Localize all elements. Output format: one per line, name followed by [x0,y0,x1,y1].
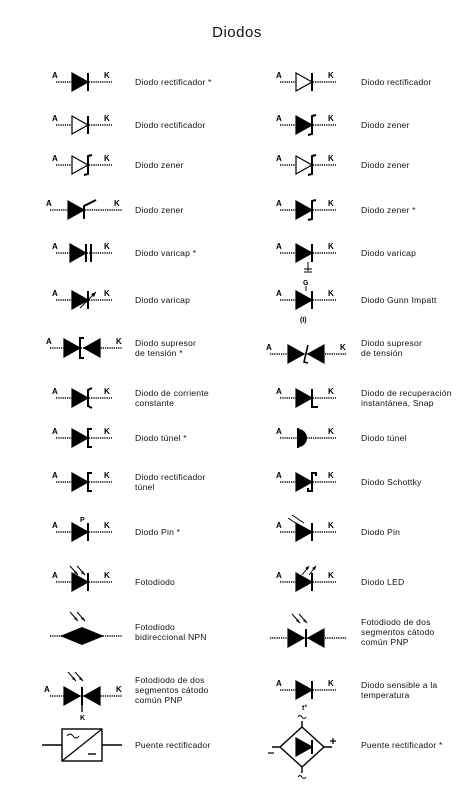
diode-label-line: Diodo supresor [361,338,423,348]
diode-symbol-shape [276,114,336,135]
cathode-label: K [104,521,110,530]
diode-label-line: segmentos cátodo [135,685,209,695]
cathode-label: K [328,114,334,123]
cathode-label: K [104,571,110,580]
cathode-label: K [116,685,122,694]
diode-symbol-shape [276,515,336,541]
diode-label-line: Puente rectificador [135,740,211,750]
anode-label: A [266,343,272,352]
diode-label-line: Diodo varicap [135,295,191,305]
diode-symbol-shape [276,427,336,448]
anode-label: A [52,521,58,530]
cathode-label: K [328,679,334,688]
temp-label: t° [302,705,308,712]
diode-symbol-shape [276,566,336,591]
anode-label: A [46,337,52,346]
cathode-label: K [328,471,334,480]
diode-label-line: Diodo sensible a la [361,680,438,690]
diode-label [361,77,471,87]
cathode-label: K [104,154,110,163]
diode-label-line: Diodo zener * [361,205,416,215]
anode-label: A [52,289,58,298]
diode-label [361,477,471,487]
diode-label [361,205,471,215]
diode-label-line: Diodo túnel * [135,433,187,443]
diode-label-line: Diodo zener [135,160,184,170]
cathode-label: K [104,387,110,396]
diode-entry [0,725,474,765]
diode-entry [0,562,474,602]
diode-label-line: Diodo Schottky [361,477,422,487]
diode-symbol-shape [276,199,336,220]
cathode-label: K [328,521,334,530]
cathode-label: K [114,199,120,208]
diode-label [361,527,471,537]
diode-symbol [266,670,356,710]
anode-label: A [52,114,58,123]
anode-label: A [276,427,282,436]
anode-label: A [276,154,282,163]
cathode-label: K [104,114,110,123]
diode-entry [0,462,474,502]
diode-entry [0,62,474,102]
diode-symbol [266,378,356,418]
cathode-label: K [104,289,110,298]
diode-label [361,577,471,587]
diode-entry [0,105,474,145]
diode-label-line: Puente rectificador * [361,740,443,750]
diode-label-line: Diodo varicap * [135,248,197,258]
diode-symbol [266,105,356,145]
diode-label-line: Diodo rectificador * [135,77,212,87]
anode-label: A [52,154,58,163]
anode-label: A [276,71,282,80]
cathode-label: K [328,571,334,580]
cathode-label: K [328,427,334,436]
anode-label: A [276,289,282,298]
cathode-label: K [328,289,334,298]
diode-label-line: Fotodiodo [135,622,176,632]
anode-label: A [52,71,58,80]
cathode-label: K [104,71,110,80]
diode-entry [0,512,474,552]
diode-label-line: Diodo varicap [361,248,417,258]
diode-entry [0,378,474,418]
diode-symbol [266,280,356,324]
anode-label: A [52,387,58,396]
anode-label: A [276,114,282,123]
diode-entry [0,280,474,324]
diode-symbol [266,233,356,273]
diode-symbol-shape [276,242,336,272]
diode-label-line: Diodo de recuperación [361,388,452,398]
diode-entry [0,190,474,230]
diode-label [361,160,471,170]
diode-label-line: Diodo Gunn Impatt [361,295,437,305]
pin-p-label: P [80,517,85,524]
diode-label-line: Diodo zener [361,120,410,130]
diode-label-line: Diodo rectificador [135,120,206,130]
diode-label [361,617,471,647]
diode-entry [0,145,474,185]
anode-label: A [276,387,282,396]
anode-label: A [46,199,52,208]
cathode-label: K [116,337,122,346]
diode-symbol-shape [276,71,336,91]
diode-symbol [266,145,356,185]
diode-label [361,740,471,750]
diode-label-line: de tensión [361,348,403,358]
diode-symbol-shape [266,343,346,363]
diode-label-line: común PNP [135,695,183,705]
diode-label-line: segmentos cátodo [361,627,435,637]
diode-label-line: túnel [135,482,155,492]
anode-label: A [276,471,282,480]
diode-symbol-shape [268,716,336,779]
common-cathode-label: K [80,715,86,722]
cathode-label: K [340,343,346,352]
anode-label: A [276,242,282,251]
gate-label: G [303,280,309,287]
diode-label-line: Diodo rectificador [361,77,432,87]
diode-label-line: Diodo Pin * [135,527,181,537]
diode-entry [0,328,474,368]
diode-label-line: Diodo supresor [135,338,197,348]
diode-symbol-shape [270,614,346,647]
diode-label-line: Fotodiodo de dos [135,675,205,685]
diode-label-line: instantánea, Snap [361,398,434,408]
cathode-label: K [104,427,110,436]
anode-label: A [276,521,282,530]
diode-label-line: Fotodiodo [135,577,176,587]
diode-label-line: Diodo LED [361,577,405,587]
anode-label: A [52,571,58,580]
diode-label-line: constante [135,398,175,408]
diode-label-line: Diodo rectificador [135,472,206,482]
diode-symbol [266,725,356,765]
diode-symbol-shape [276,280,336,324]
anode-label: A [52,427,58,436]
diode-symbol [266,190,356,230]
diode-label-line: bidireccional NPN [135,632,207,642]
diode-entry [0,612,474,652]
cathode-label: K [328,199,334,208]
diode-label-line: Diodo de corriente [135,388,209,398]
diode-label-line: temperatura [361,690,410,700]
page-title: Diodos [212,24,262,41]
diode-symbol [266,562,356,602]
diode-label-line: Diodo Pin [361,527,401,537]
cathode-label: K [104,242,110,251]
cathode-label: K [328,154,334,163]
diode-label-line: Diodo túnel [361,433,407,443]
anode-label: A [276,571,282,580]
diode-label-line: común PNP [361,637,409,647]
diode-label [361,433,471,443]
diode-label [361,248,471,258]
diode-symbol-shape [276,471,336,491]
diode-label [361,388,471,408]
diode-symbol [266,462,356,502]
diode-label [361,295,471,305]
diode-label-line: Fotodiodo de dos [361,617,431,627]
diode-label-line: de tensión * [135,348,183,358]
diode-symbol-shape [276,679,336,712]
anode-label: A [276,679,282,688]
diode-symbol [266,612,356,652]
cathode-label: K [328,71,334,80]
anode-label: A [52,471,58,480]
diode-symbol [266,328,356,368]
anode-label: A [276,199,282,208]
diode-symbol [266,62,356,102]
diode-entry [0,418,474,458]
anode-label: A [44,685,50,694]
diode-symbol [266,418,356,458]
diode-entry [0,670,474,710]
cathode-label: K [328,387,334,396]
diode-label [361,680,471,700]
diode-label [361,338,471,358]
gate-sub-label: (I) [300,317,307,324]
diode-symbol-shape [276,387,336,407]
diode-entry [0,233,474,273]
diode-label [361,120,471,130]
anode-label: A [52,242,58,251]
diode-symbol [266,512,356,552]
cathode-label: K [328,242,334,251]
diode-label-line: Diodo zener [361,160,410,170]
cathode-label: K [104,471,110,480]
diode-label-line: Diodo zener [135,205,184,215]
diode-symbol-shape [276,154,336,175]
